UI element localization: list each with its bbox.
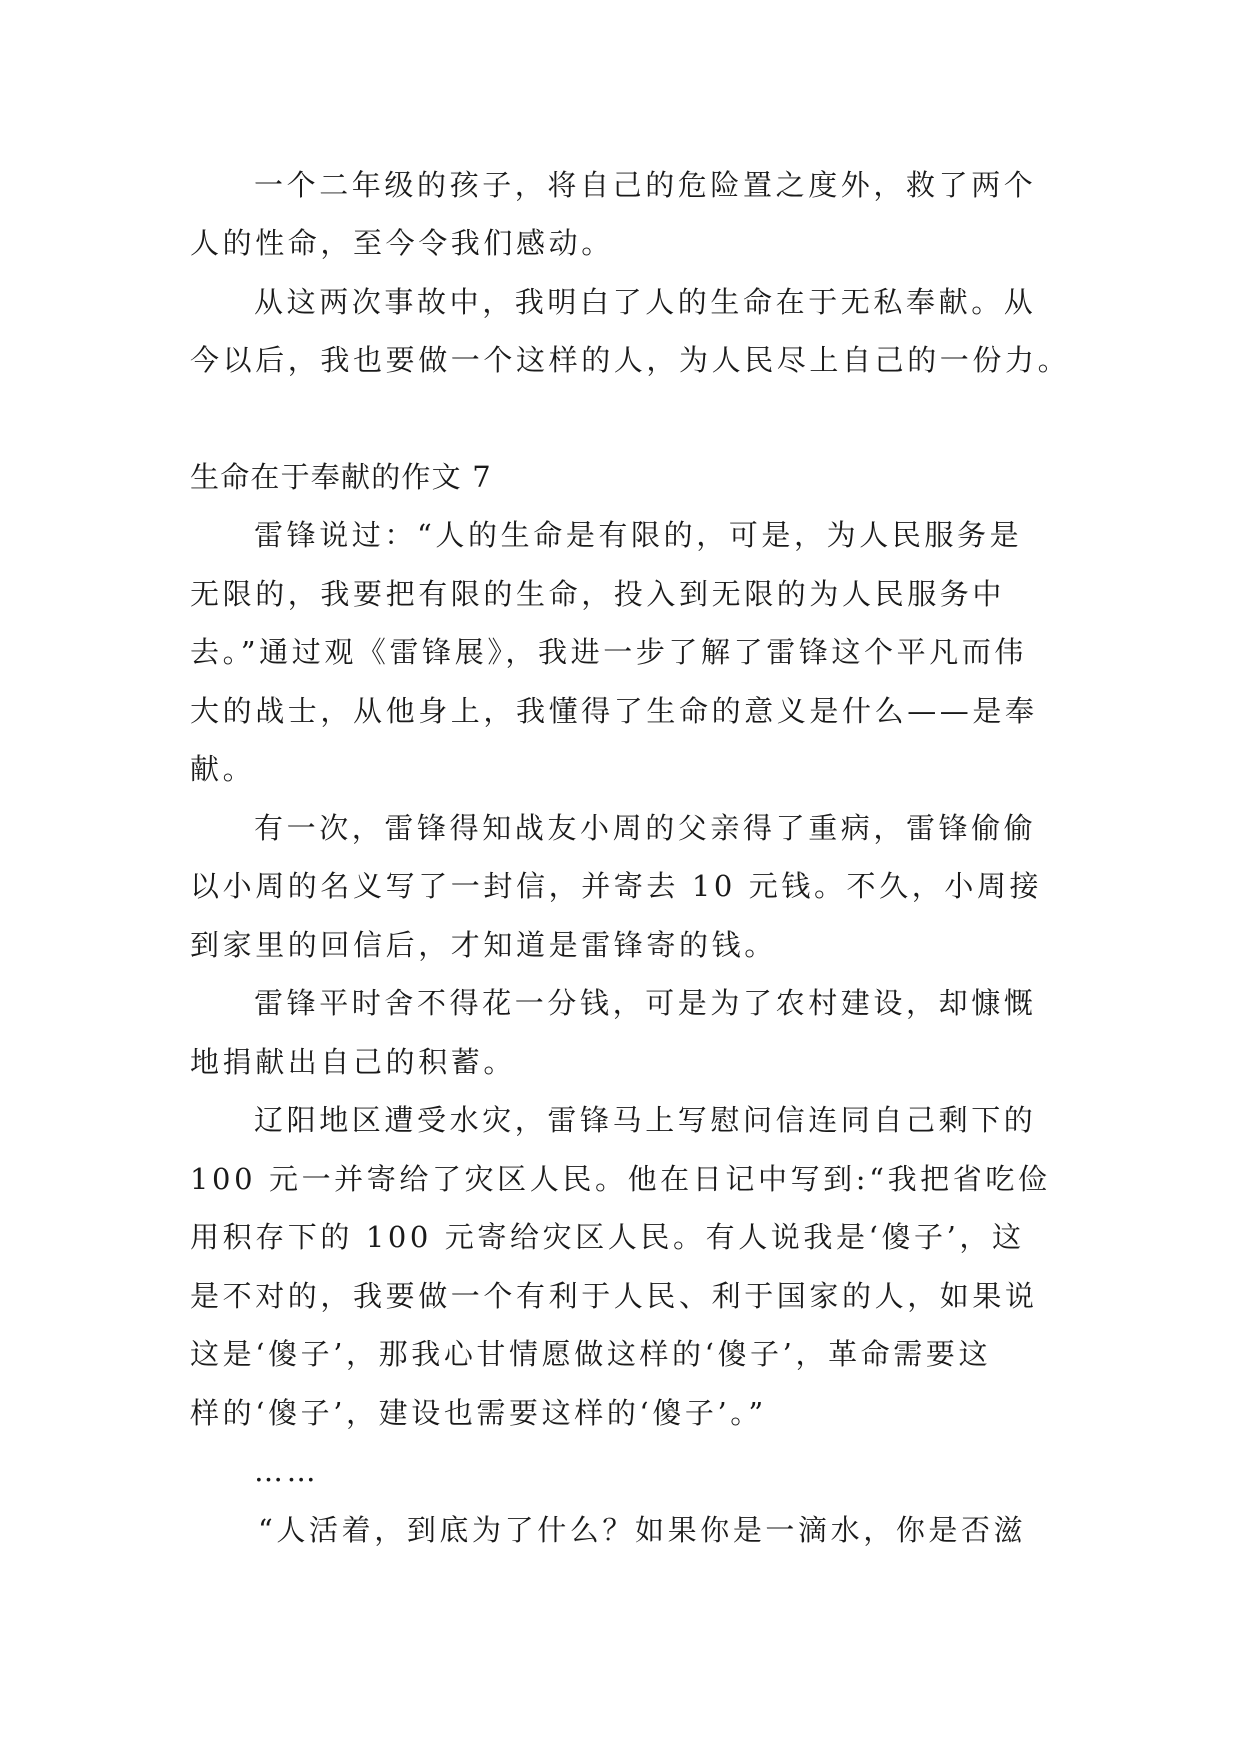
paragraph-line: 从这两次事故中，我明白了人的生命在于无私奉献。从 xyxy=(254,285,1037,319)
paragraph-line: 样的‘傻子’，建设也需要这样的‘傻子’。” xyxy=(190,1396,767,1430)
paragraph-line: 以小周的名义写了一封信，并寄去 10 元钱。不久，小周接 xyxy=(190,869,1043,903)
paragraph-line: 是不对的，我要做一个有利于人民、利于国家的人，如果说 xyxy=(190,1279,1038,1313)
paragraph-line: 无限的，我要把有限的生命，投入到无限的为人民服务中 xyxy=(190,577,1006,611)
paragraph-line: 一个二年级的孩子，将自己的危险置之度外，救了两个 xyxy=(254,168,1037,202)
paragraph-line: 今以后，我也要做一个这样的人，为人民尽上自己的一份力。 xyxy=(190,343,1071,377)
ellipsis-line: …… xyxy=(254,1454,320,1488)
paragraph-line: 辽阳地区遭受水灾，雷锋马上写慰问信连同自己剩下的 xyxy=(254,1103,1037,1137)
paragraph-line: 人的性命，至今令我们感动。 xyxy=(190,226,614,260)
paragraph-line: 去。”通过观《雷锋展》，我进一步了解了雷锋这个平凡而伟 xyxy=(190,635,1028,669)
paragraph-line: 大的战士，从他身上，我懂得了生命的意义是什么——是奉 xyxy=(190,694,1038,728)
paragraph-line: “人活着，到底为了什么？如果你是一滴水，你是否滋 xyxy=(258,1513,1027,1547)
paragraph-line: 100 元一并寄给了灾区人民。他在日记中写到:“我把省吃俭 xyxy=(190,1162,1051,1196)
paragraph-line: 这是‘傻子’，那我心甘情愿做这样的‘傻子’，革命需要这 xyxy=(190,1337,992,1371)
paragraph-line: 到家里的回信后，才知道是雷锋寄的钱。 xyxy=(190,928,777,962)
paragraph-line: 用积存下的 100 元寄给灾区人民。有人说我是‘傻子’，这 xyxy=(190,1220,1025,1254)
paragraph-line: 献。 xyxy=(190,752,256,786)
paragraph-line: 有一次，雷锋得知战友小周的父亲得了重病，雷锋偷偷 xyxy=(254,811,1037,845)
paragraph-line: 雷锋说过：“人的生命是有限的，可是，为人民服务是 xyxy=(254,518,1023,552)
paragraph-line: 地捐献出自己的积蓄。 xyxy=(190,1045,517,1079)
paragraph-line: 雷锋平时舍不得花一分钱，可是为了农村建设，却慷慨 xyxy=(254,986,1037,1020)
section-title: 生命在于奉献的作文 7 xyxy=(190,460,492,494)
